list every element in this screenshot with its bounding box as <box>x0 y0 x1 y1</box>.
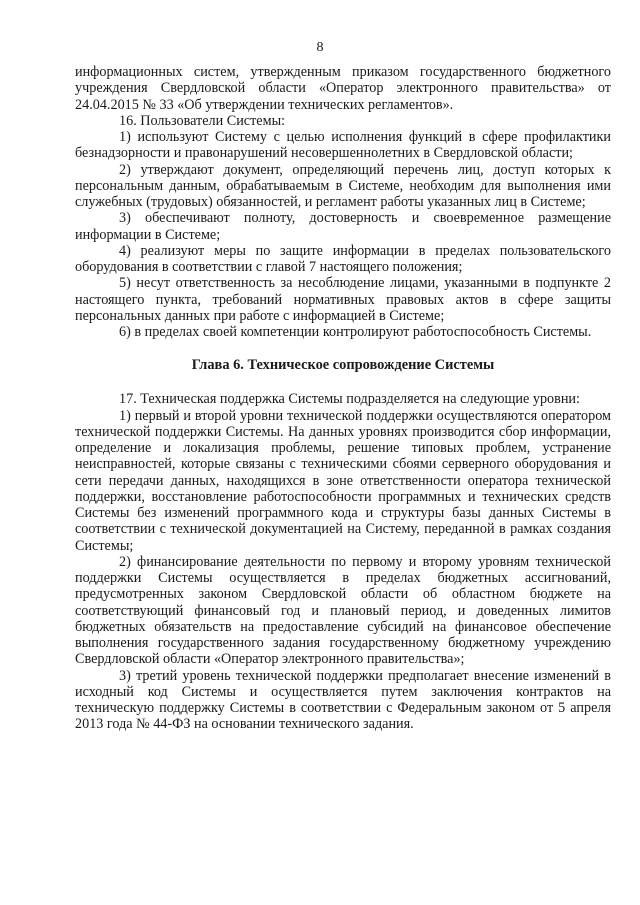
chapter-title: Глава 6. Техническое сопровождение Системы <box>191 357 495 374</box>
clause-17-item-1: 1) первый и второй уровни технической поддержки осуществляются оператором технической поддержки Системы. На данных уровнях производится сбор информации, определение и локализация проблемы, решение типовых проблем, устранение неисправностей, которые связаны с техническими сбоями серверного оборудования и сети передачи данных, находящихся в зоне ответственности оператора технической поддержки, восстановление работоспособности программных и технических средств Системы без изменений программного кода и структуры базы данных Системы в соответствии с технической документацией на Систему, переданной в рамках создания Системы; <box>75 407 611 554</box>
clause-17-item-3: 3) третий уровень технической поддержки предполагает внесение изменений в исходный код Системы и осуществляется путем заключения контрактов на техническую поддержку Системы в соответствии с Федеральным законом от 5 апреля 2013 года № 44-ФЗ на основании технического задания. <box>75 667 611 733</box>
clause-16-title: 16. Пользователи Системы: <box>119 112 286 129</box>
clause-16-item-3: 3) обеспечивают полноту, достоверность и своевременное размещение информации в Системе; <box>75 210 611 243</box>
clause-16-item-4: 4) реализуют меры по защите информации в пределах пользовательского оборудования в соответствии с главой 7 настоящего положения; <box>75 242 611 275</box>
clause-16-item-1: 1) используют Систему с целью исполнения функций в сфере профилактики безнадзорности и правонарушений несовершеннолетних в Свердловской области; <box>75 129 611 162</box>
clause-17-title: 17. Техническая поддержка Системы подразделяется на следующие уровни: <box>119 391 580 408</box>
page-number: 8 <box>316 40 324 55</box>
continuation-paragraph: информационных систем, утвержденным приказом государственного бюджетного учреждения Свердловской области «Оператор электронного правительства» от 24.04.2015 № 33 «Об утверждении технических регламентов». <box>75 64 611 113</box>
clause-16-item-6: 6) в пределах своей компетенции контролируют работоспособность Системы. <box>119 324 592 340</box>
document-body <box>75 64 611 733</box>
clause-17-item-2: 2) финансирование деятельности по первому и второму уровням технической поддержки Системы осуществляется в пределах бюджетных ассигнований, предусмотренных законом Свердловской области об областном бюджете на соответствующий финансовый год и плановый период, и доведенных лимитов бюджетных обязательств на предоставление субсидий на финансовое обеспечение выполнения государственного задания государственному бюджетному учреждению Свердловской области «Оператор электронного правительства»; <box>75 553 611 668</box>
clause-16-item-2: 2) утверждают документ, определяющий перечень лиц, доступ которых к персональным данным, обрабатываемым в Системе, необходим для выполнения ими служебных (трудовых) обязанностей, и регламент работы указанных лиц в Системе; <box>75 161 611 210</box>
clause-16-item-5: 5) несут ответственность за несоблюдение лицами, указанными в подпункте 2 настоящего пункта, требований нормативных правовых актов в сфере защиты персональных данных при работе с информацией в Системе; <box>75 275 611 324</box>
